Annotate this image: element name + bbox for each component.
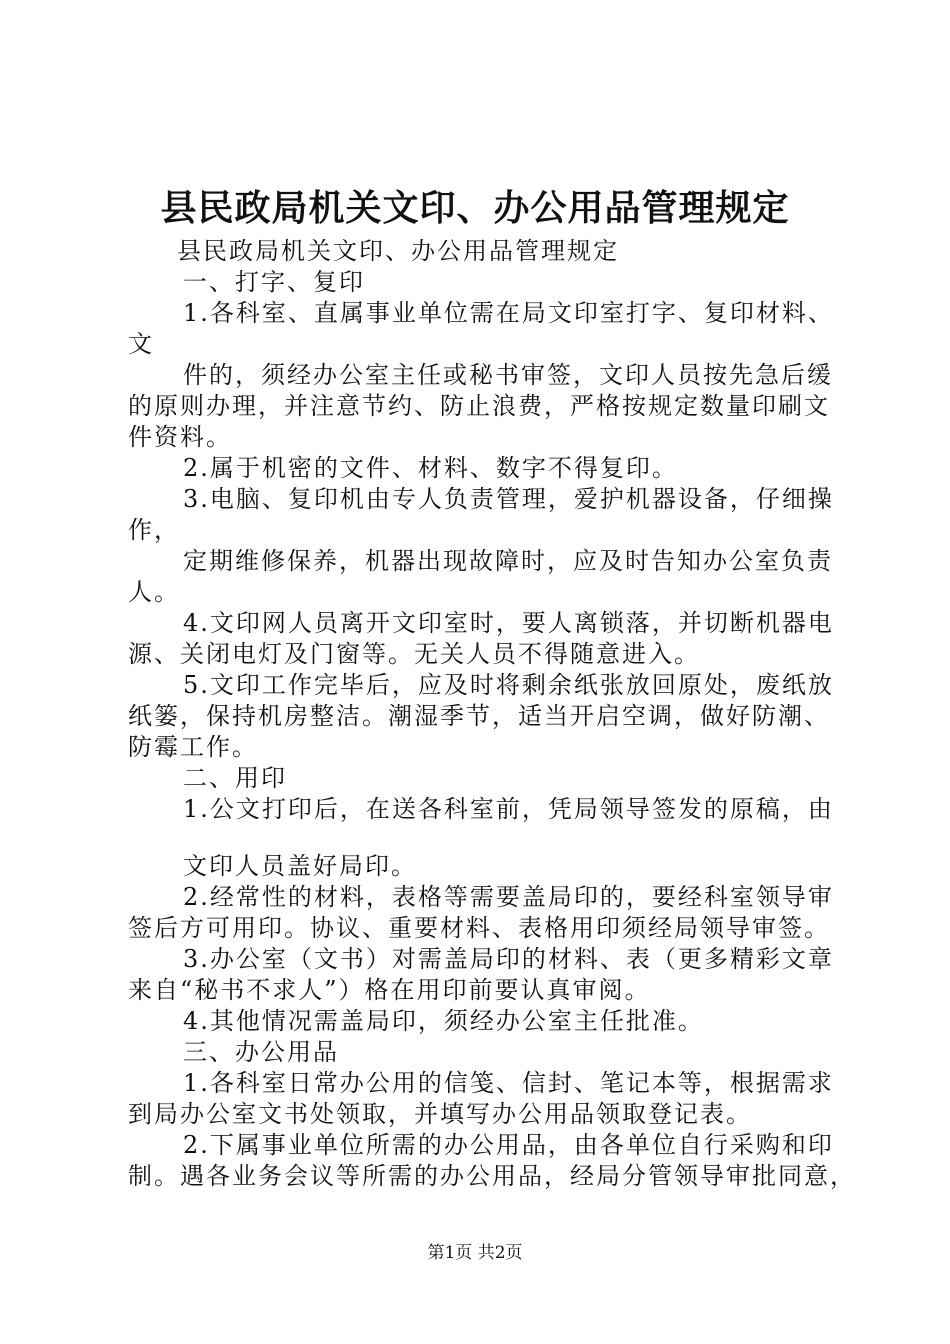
document-title: 县民政局机关文印、办公用品管理规定 xyxy=(160,187,790,229)
text-line: 2.下属事业单位所需的办公用品，由各单位自行采购和印 xyxy=(183,1131,834,1159)
text-line: 3.办公室（文书）对需盖局印的材料、表（更多精彩文章 xyxy=(183,945,834,973)
paragraph-gap xyxy=(128,825,838,851)
text-line: 纸篓，保持机房整洁。潮湿季节，适当开启空调，做好防潮、 xyxy=(128,702,830,730)
text-line: 件资料。 xyxy=(128,423,232,451)
text-line: 2.经常性的材料，表格等需要盖局印的，要经科室领导审 xyxy=(183,883,834,911)
text-line: 5.文印工作完毕后，应及时将剩余纸张放回原处，废纸放 xyxy=(183,671,834,699)
text-line: 源、关闭电灯及门窗等。无关人员不得随意进入。 xyxy=(128,640,700,668)
text-line: 人。 xyxy=(128,578,180,606)
subtitle-line: 县民政局机关文印、办公用品管理规定 xyxy=(177,237,619,265)
text-line: 文 xyxy=(128,330,154,358)
text-line: 3.电脑、复印机由专人负责管理，爱护机器设备，仔细操 xyxy=(183,485,834,513)
section-heading: 三、办公用品 xyxy=(183,1038,339,1066)
text-line: 作， xyxy=(128,516,180,544)
section-heading: 二、用印 xyxy=(183,764,287,792)
text-line: 防霉工作。 xyxy=(128,733,258,761)
text-line: 签后方可用印。协议、重要材料、表格用印须经局领导审签。 xyxy=(128,914,830,942)
text-line: 定期维修保养，机器出现故障时，应及时告知办公室负责 xyxy=(183,547,833,575)
text-line: 2.属于机密的文件、材料、数字不得复印。 xyxy=(183,454,678,482)
text-line: 1.公文打印后，在送各科室前，凭局领导签发的原稿，由 xyxy=(183,795,834,823)
text-line: 制。遇各业务会议等所需的办公用品，经局分管领导审批同意， xyxy=(128,1162,856,1190)
text-line: 1.各科室、直属事业单位需在局文印室打字、复印材料、 xyxy=(183,299,834,327)
document-body xyxy=(128,236,856,1192)
section-heading: 一、打字、复印 xyxy=(183,268,365,296)
text-line: 的原则办理，并注意节约、防止浪费，严格按规定数量印刷文 xyxy=(128,392,830,420)
text-line: 来自“秘书不求人”）格在用印前要认真审阅。 xyxy=(128,976,651,1004)
text-line: 1.各科室日常办公用的信笺、信封、笔记本等，根据需求 xyxy=(183,1069,834,1097)
text-line: 4.其他情况需盖局印，须经办公室主任批准。 xyxy=(183,1007,704,1035)
text-line: 文印人员盖好局印。 xyxy=(183,852,417,880)
text-line: 4.文印网人员离开文印室时，要人离锁落，并切断机器电 xyxy=(183,609,834,637)
text-line: 到局办公室文书处领取，并填写办公用品领取登记表。 xyxy=(128,1100,752,1128)
text-line: 件的，须经办公室主任或秘书审签，文印人员按先急后缓 xyxy=(183,361,833,389)
page-footer: 第1页 共2页 xyxy=(427,1243,523,1263)
